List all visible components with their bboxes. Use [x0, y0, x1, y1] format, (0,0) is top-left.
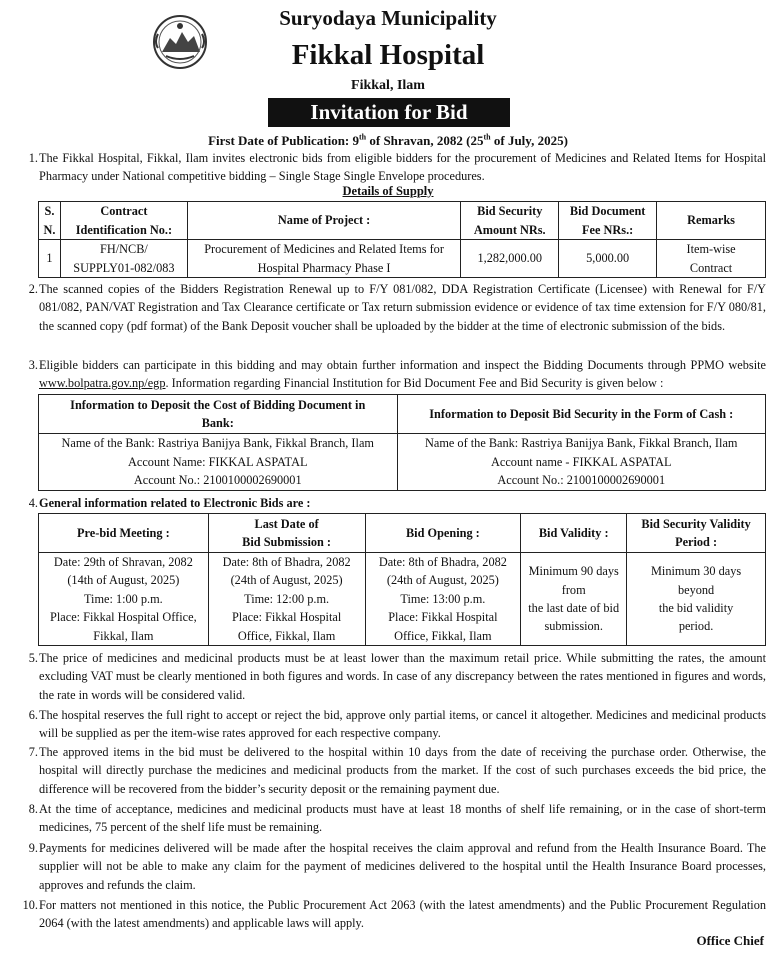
municipality-name: Suryodaya Municipality	[279, 6, 497, 30]
clause-9: 9. Payments for medicines delivered will be made after the hospital receives the claim approval and refund from the Health Insurance Board. The supplier will not be able to make any claim for the payment of medicines delivered to the hospital until the Health Insurance Board processes, approves and refunds the claim.	[28, 841, 766, 892]
hospital-name: Fikkal Hospital	[291, 39, 485, 71]
publication-date: First Date of Publication: 9th of Shravan, 2082 (25th of July, 2025)	[208, 132, 568, 148]
bank-info-table	[38, 394, 766, 491]
header-sn: S. N.	[39, 202, 61, 240]
table-row: Name of the Bank: Rastriya Banijya Bank, Fikkal Branch, Ilam Account Name: FIKKAL ASPATAL Account No.: 2100100002690001 Name of the Bank: Rastriya Banijya Bank, Fikkal Branch, Ilam Account name - FIKKAL ASPATAL Account No.: 2100100002690001	[39, 434, 766, 491]
header-contract: Contract Identification No.:	[60, 202, 187, 240]
clause-5: 5. The price of medicines and medicinal products must be at least lower than the maximum retail price. While submitting the rates, the amount excluding VAT must be clearly mentioned in both figures and words. In case of any discrepancy between the rates mentioned in figures and words, the rate in words will be considered valid.	[28, 651, 766, 702]
header-doc-fee: Bid Document Fee NRs.:	[559, 202, 657, 240]
details-of-supply-heading: Details of Supply	[342, 184, 434, 198]
header-project: Name of Project :	[187, 202, 460, 240]
table-row: Date: 29th of Shravan, 2082 (14th of August, 2025) Time: 1:00 p.m. Place: Fikkal Hospital Office, Fikkal, Ilam Date: 8th of Bhadra, 2082 (24th of August, 2025) Time: 12:00 p.m. Place: Fikkal Hospital Office, Fikkal, Ilam Date: 8th of Bhadra, 2082 (24th of August, 2025) Time: 13:00 p.m. Place: Fikkal Hospital Office, Fikkal, Ilam Minimum 90 days from the last date of bid submission. Minimum 30 days beyond the bid validity period.	[39, 553, 766, 646]
supply-table	[38, 201, 766, 278]
clause-10: 10. For matters not mentioned in this notice, the Public Procurement Act 2063 (with the latest amendments) and the Public Procurement Regulation 2064 (with the latest amendments) and applicable laws will apply.	[22, 898, 766, 931]
invitation-title: Invitation for Bid	[268, 98, 510, 127]
bank-left-header: Information to Deposit the Cost of Bidding Document in Bank:	[39, 395, 398, 434]
clause-6: 6. The hospital reserves the full right to accept or reject the bid, approve only partial items, or cancel it altogether. Medicines and medicinal products will be supplied as per the item-wise rates approved for each respective company.	[28, 708, 766, 741]
clause-7: 7. The approved items in the bid must be delivered to the hospital within 10 days from the date of receiving the purchase order. Otherwise, the hospital will directly purchase the medicines and medicinal products from the market. If the cost of such purchases exceeds the bid price, the difference will be recovered from the bidder’s security deposit or the remaining payment due.	[28, 745, 766, 796]
header-last-date: Last Date of Bid Submission :	[208, 514, 365, 553]
clause-3: 3. Eligible bidders can participate in this bidding and may obtain further information and inspect the Bidding Documents through PPMO website www.bolpatra.gov.np/egp. Information regarding Financial Institution for Bid Document Fee and Bid Security is given below :	[28, 358, 766, 391]
clause-4: 4. General information related to Electronic Bids are :	[28, 496, 311, 510]
signatory: Office Chief	[696, 933, 764, 948]
header-bid-opening: Bid Opening :	[365, 514, 521, 553]
hospital-location: Fikkal, Ilam	[351, 78, 425, 93]
schedule-table	[38, 513, 766, 646]
bank-right-header: Information to Deposit Bid Security in the Form of Cash :	[397, 395, 766, 434]
header-security-validity: Bid Security Validity Period :	[627, 514, 766, 553]
ppmo-website-link[interactable]: www.bolpatra.gov.np/egp	[39, 376, 166, 391]
clause-8: 8. At the time of acceptance, medicines and medicinal products must have at least 18 months of shelf life remaining, or in the case of short-term medicines, 75 percent of the shelf life must be remaining.	[28, 802, 766, 835]
clause-1: 1. The Fikkal Hospital, Fikkal, Ilam invites electronic bids from eligible bidders for the procurement of Medicines and Related Items for Hospital Pharmacy under National competitive bidding – Single Stage Single Envelope procedures.	[28, 151, 766, 184]
header-bid-validity: Bid Validity :	[521, 514, 627, 553]
header-prebid: Pre-bid Meeting :	[39, 514, 209, 553]
clause-2: 2. The scanned copies of the Bidders Registration Renewal up to F/Y 081/082, DDA Registration Certificate (Licensee) with Renewal for F/Y 081/082, PAN/VAT Registration and Tax Clearance certificate or Tax return submission evidence or evidence of tax time extension for F/Y 080/81, the scanned copy (pdf format) of the Bank Deposit voucher shall be uploaded by the bidder at the time of electronic submission of the bids.	[28, 282, 766, 333]
table-row: 1 FH/NCB/ SUPPLY01-082/083 Procurement of Medicines and Related Items for Hospital Pharmacy Phase I 1,282,000.00 5,000.00 Item-wise Contract	[39, 240, 766, 278]
header-bid-security: Bid Security Amount NRs.	[461, 202, 559, 240]
header-remarks: Remarks	[657, 202, 766, 240]
